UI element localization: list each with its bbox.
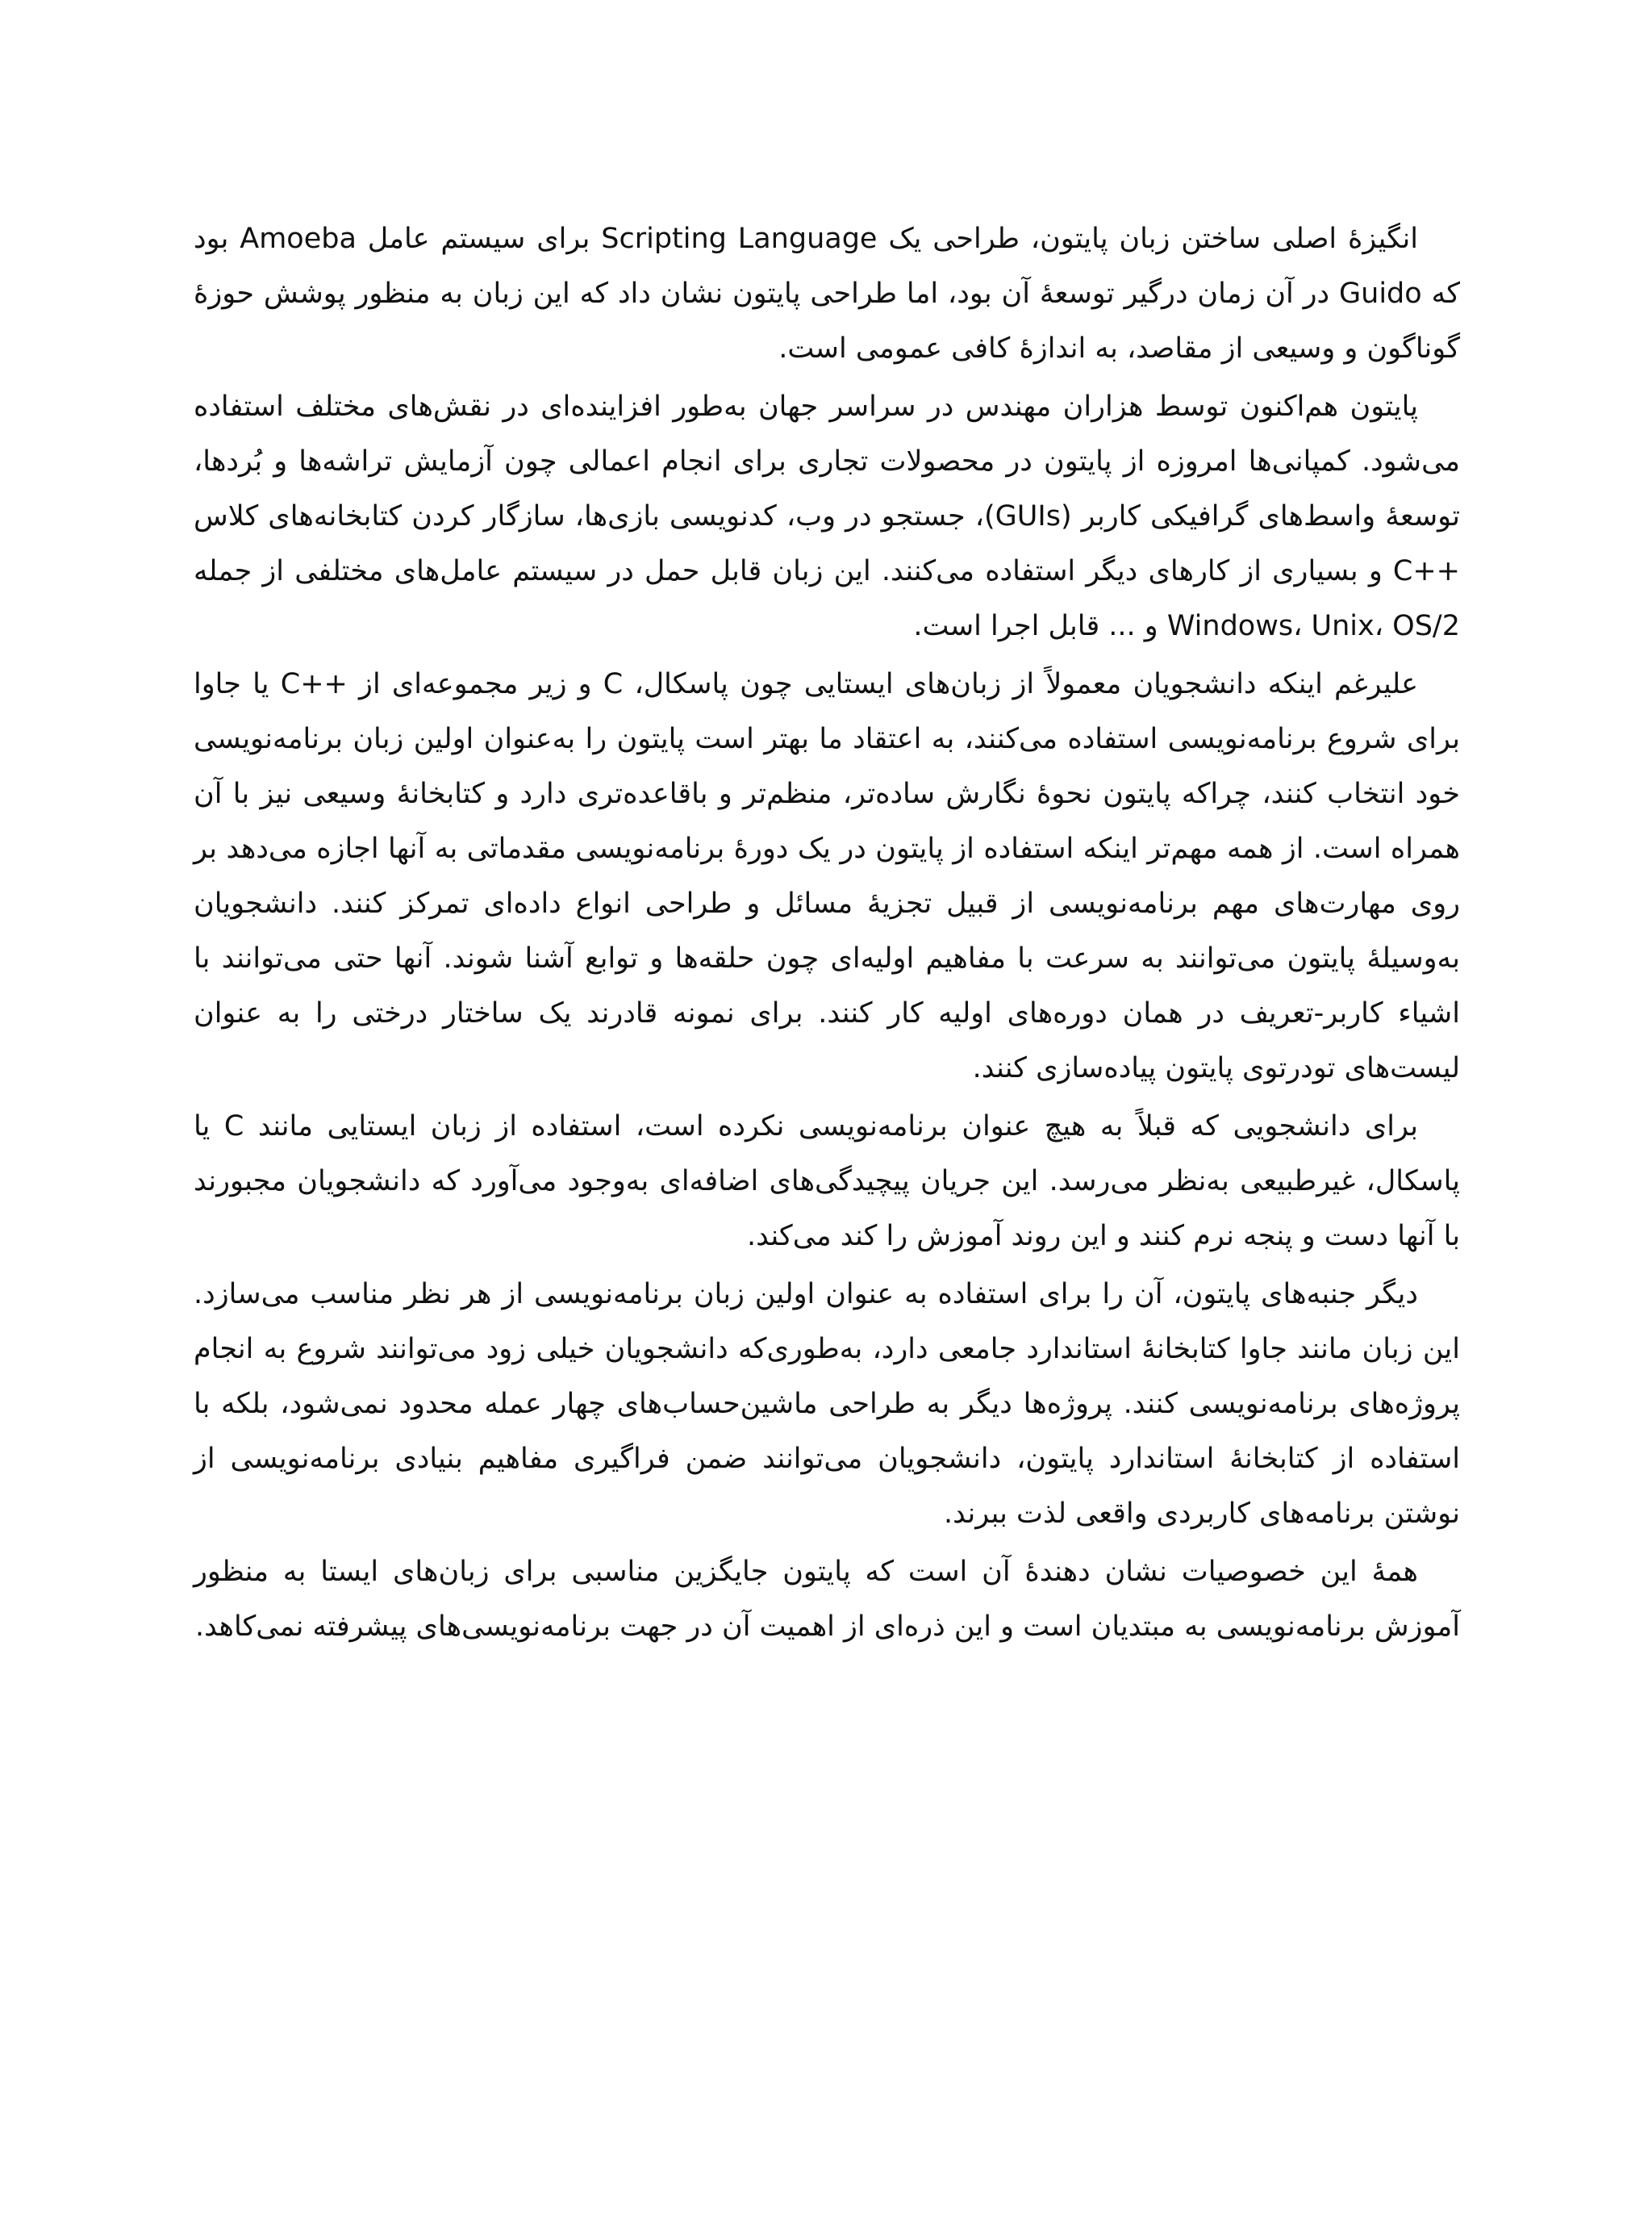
paragraph-6: همهٔ این خصوصیات نشان دهندهٔ آن است که پایتون جایگزین مناسبی برای زبان‌های ایستا به منظور آموزش برنامه‌نویسی به مبتدیان است و این ذره‌ای از اهمیت آن در جهت برنامه‌نویسی‌های پیشرفته نمی‌کاهد.: [194, 1556, 1460, 1643]
paragraph-4: برای دانشجویی که قبلاً به هیچ عنوان برنامه‌نویسی نکرده است، استفاده از زبان ایستایی مانند C یا پاسکال، غیرطبیعی به‌نظر می‌رسد. این جریان پیچیدگی‌های اضافه‌ای به‌وجود می‌آورد که دانشجویان مجبورند با آنها دست و پنجه نرم کنند و این روند آموزش را کند می‌کند.: [194, 1110, 1460, 1252]
paragraph-2: پایتون هم‌اکنون توسط هزاران مهندس در سراسر جهان به‌طور افزاینده‌ای در نقش‌های مختلف استفاده می‌شود. کمپانی‌ها امروزه از پایتون در محصولات تجاری برای انجام اعمالی چون آزمایش تراشه‌ها و بُردها، توسعهٔ واسط‌های گرافیکی کاربر (GUIs)، جستجو در وب، کدنویسی بازی‌ها، سازگار کردن کتابخانه‌های کلاس ++C و بسیاری از کارهای دیگر استفاده می‌کنند. این زبان قابل حمل در سیستم عامل‌های مختلفی از جمله Windows، Unix، OS/2 و ... قابل اجرا است.: [194, 391, 1460, 642]
paragraph-1: انگیزهٔ اصلی ساختن زبان پایتون، طراحی یک Scripting Language برای سیستم عامل Amoeba بود که Guido در آن زمان درگیر توسعهٔ آن بود، اما طراحی پایتون نشان داد که این زبان به منظور پوشش حوزهٔ گوناگون و وسیعی از مقاصد، به اندازهٔ کافی عمومی است.: [194, 223, 1460, 365]
paragraph-3: علیرغم اینکه دانشجویان معمولاً از زبان‌های ایستایی چون پاسکال، C و زیر مجموعه‌ای از ++C یا جاوا برای شروع برنامه‌نویسی استفاده می‌کنند، به اعتقاد ما بهتر است پایتون را به‌عنوان اولین زبان برنامه‌نویسی خود انتخاب کنند، چراکه پایتون نحوهٔ نگارش ساده‌تر، منظم‌تر و باقاعده‌تری دارد و کتابخانهٔ وسیعی نیز با آن همراه است. از همه مهم‌تر اینکه استفاده از پایتون در یک دورهٔ برنامه‌نویسی مقدماتی به آنها اجازه می‌دهد بر روی مهارت‌های مهم برنامه‌نویسی از قبیل تجزیهٔ مسائل و طراحی انواع داده‌ای تمرکز کنند. دانشجویان به‌وسیلهٔ پایتون می‌توانند به سرعت با مفاهیم اولیه‌ای چون حلقه‌ها و توابع آشنا شوند. آنها حتی می‌توانند با اشیاء کاربر-تعریف در همان دوره‌های اولیه کار کنند. برای نمونه قادرند یک ساختار درختی را به عنوان لیست‌های تودرتوی پایتون پیاده‌سازی کنند.: [194, 668, 1460, 1084]
paragraph-5: دیگر جنبه‌های پایتون، آن را برای استفاده به عنوان اولین زبان برنامه‌نویسی از هر نظر مناسب می‌سازد. این زبان مانند جاوا کتابخانهٔ استاندارد جامعی دارد، به‌طوری‌که دانشجویان خیلی زود می‌توانند شروع به انجام پروژه‌های برنامه‌نویسی کنند. پروژه‌ها دیگر به طراحی ماشین‌حساب‌های چهار عمله محدود نمی‌شود، بلکه با استفاده از کتابخانهٔ استاندارد پایتون، دانشجویان می‌توانند ضمن فراگیری مفاهیم بنیادی برنامه‌نویسی از نوشتن برنامه‌های کاربردی واقعی لذت ببرند.: [194, 1278, 1460, 1530]
document-body: [194, 211, 1460, 1657]
